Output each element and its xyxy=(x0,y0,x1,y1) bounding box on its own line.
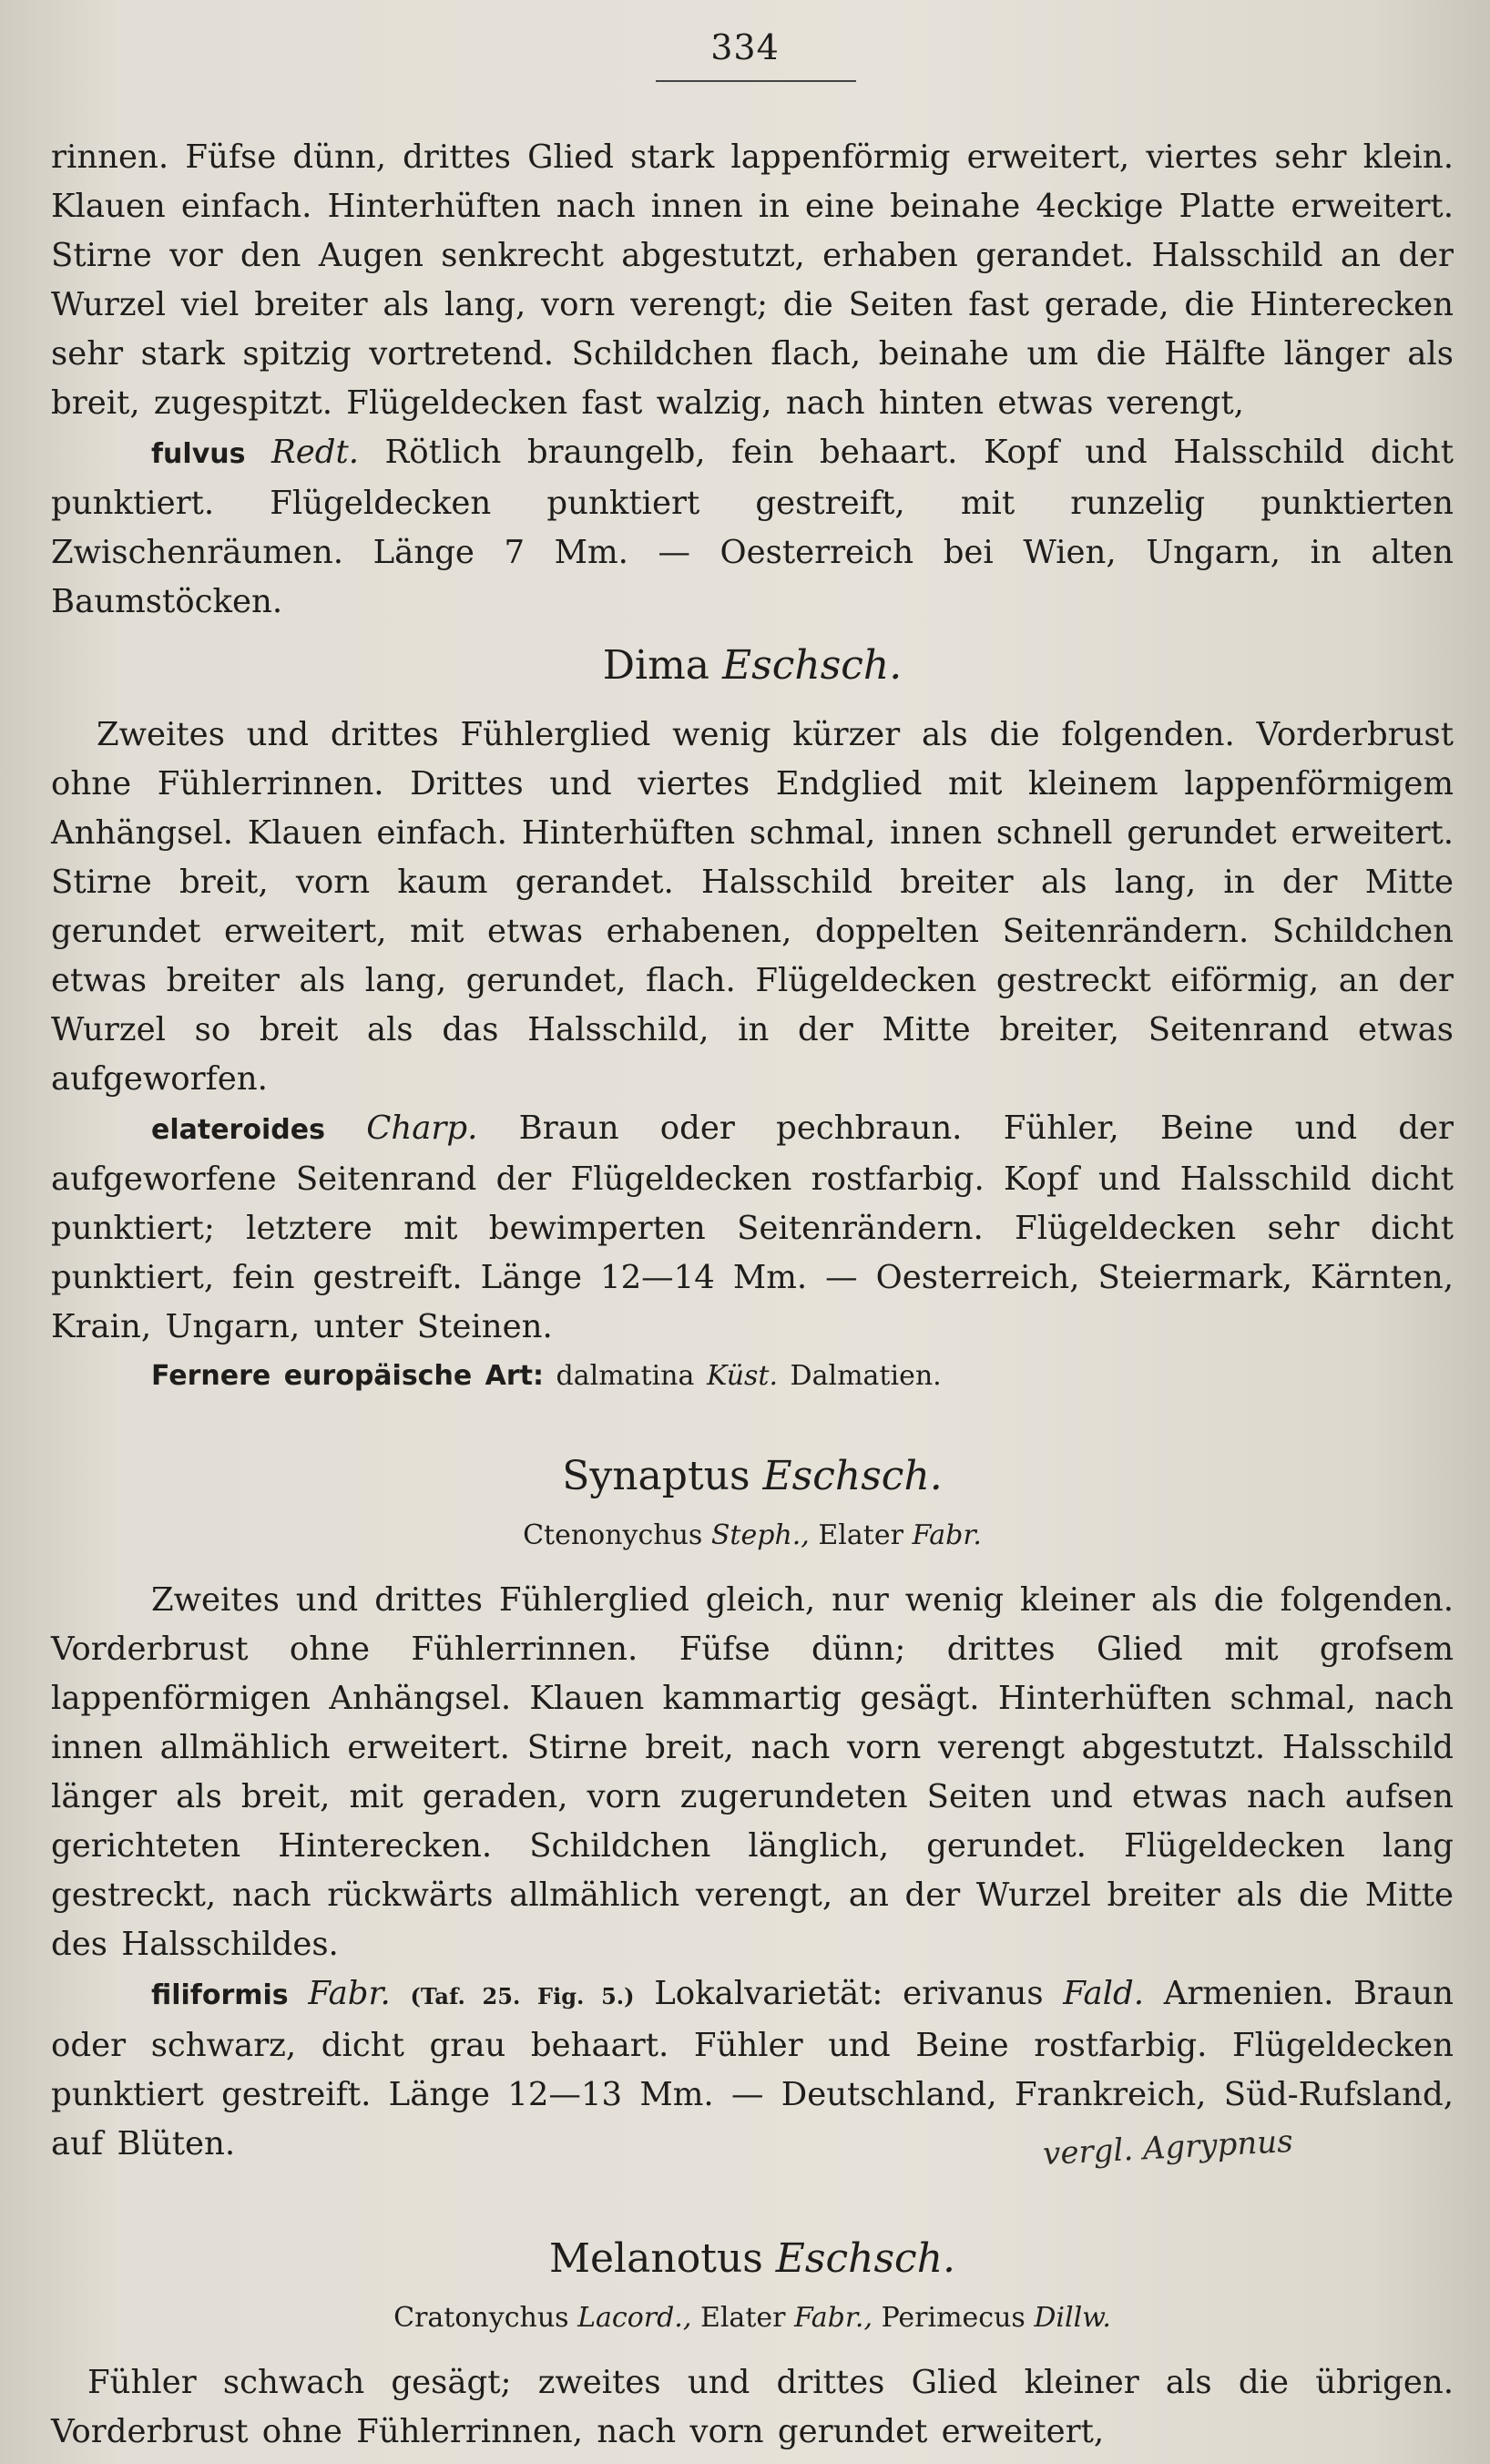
genus-author: Eschsch. xyxy=(775,2235,956,2282)
genus-description-synaptus: Zweites und drittes Fühlerglied gleich, nur wenig kleiner als die folgenden. Vorderbrust ohne Fühlerrinnen. Füfse dünn; drittes Glied mit grofsem lappenförmigen Anhängsel. Klauen kammartig gesägt. Hinterhüften schmal, nach innen allmählich erweitert. Stirne breit, nach vorn verengt abgestutzt. Halsschild länger als breit, mit geraden, vorn zugerundeten Seiten und etwas nach aufsen gerichteten Hinterecken. Schildchen länglich, gerundet. Flügeldecken lang gestreckt, nach rückwärts allmählich verengt, an der Wurzel breiter als die Mitte des Halsschildes. xyxy=(51,1581,1454,1963)
synonym-author: Lacord., xyxy=(577,2302,692,2334)
synonym-author: Steph., xyxy=(710,1519,810,1551)
page-body xyxy=(51,133,1454,2457)
species-elateroides xyxy=(51,1104,1454,1352)
species-fulvus xyxy=(51,428,1454,627)
species-author: Fabr. xyxy=(308,1975,391,2012)
synonym-name: Elater xyxy=(699,2302,786,2334)
page-number: 334 xyxy=(710,27,780,67)
plate-reference: (Taf. 25. Fig. 5.) xyxy=(410,1983,635,2009)
species-description: Braun oder pechbraun. Fühler, Beine und der aufgeworfene Seitenrand der Flügeldecken rostfarbig. Kopf und Halsschild dicht punktiert; letztere mit bewimperten Seitenrändern. Flügeldecken sehr dicht punktiert, fein gestreift. Länge 12—14 Mm. — Oesterreich, Steiermark, Kärnten, Krain, Ungarn, unter Steinen. xyxy=(51,1109,1454,1345)
genus-description-dima: Zweites und drittes Fühlerglied wenig kürzer als die folgenden. Vorderbrust ohne Fühlerrinnen. Drittes und viertes Endglied mit kleinem lappenförmigem Anhängsel. Klauen einfach. Hinterhüften schmal, innen schnell gerundet erweitert. Stirne breit, vorn kaum gerandet. Halsschild breiter als lang, in der Mitte gerundet erweitert, mit etwas erhabenen, doppelten Seitenrändern. Schildchen etwas breiter als lang, gerundet, flach. Flügeldecken gestreckt eiförmig, an der Wurzel so breit als das Halsschild, in der Mitte breiter, Seitenrand etwas aufgeworfen. xyxy=(51,716,1454,1098)
species-description: Rötlich braungelb, fein behaart. Kopf und Halsschild dicht punktiert. Flügeldecken punktiert gestreift, mit runzelig punktierten Zwischenräumen. Länge 7 Mm. — Oesterreich bei Wien, Ungarn, in alten Baumstöcken. xyxy=(51,434,1454,620)
genus-synonyms-melanotus xyxy=(51,2295,1454,2342)
species-author: Charp. xyxy=(366,1109,478,1147)
further-species-label: Fernere europäische Art: xyxy=(151,1360,544,1392)
species-name: elateroides xyxy=(151,1114,325,1146)
species-name: filiformis xyxy=(151,1979,289,2011)
synonym-author: Fabr., xyxy=(794,2302,873,2334)
handwritten-note: vergl. Agrypnus xyxy=(1042,2122,1294,2173)
genus-author: Eschsch. xyxy=(722,642,903,689)
further-species-line xyxy=(51,1352,1454,1401)
synonym-name: Perimecus xyxy=(881,2302,1026,2334)
further-species-locality: Dalmatien. xyxy=(790,1360,942,1392)
genus-synonyms-synaptus xyxy=(51,1512,1454,1559)
synonym-author: Dillw. xyxy=(1034,2302,1111,2334)
genus-heading-synaptus xyxy=(51,1445,1454,1508)
species-description: Braun oder schwarz, dicht grau behaart. Fühler und Beine rostfarbig. Flügeldecken punktiert gestreift. Länge 12—13 Mm. — Deutschland, Frankreich, Süd-Rufsland, auf Blüten. xyxy=(51,1975,1454,2162)
synonym-name: Elater xyxy=(818,1519,903,1551)
genus-description-melanotus: Fühler schwach gesägt; zweites und drittes Glied kleiner als die übrigen. Vorderbrust ohne Fühlerrinnen, nach vorn gerundet erweitert, xyxy=(51,2364,1454,2450)
synonym-name: Cratonychus xyxy=(393,2302,569,2334)
further-species-author: Küst. xyxy=(706,1360,778,1392)
genus-name: Melanotus xyxy=(548,2235,763,2282)
species-name: fulvus xyxy=(151,438,246,470)
local-variety-author: Fald. xyxy=(1063,1975,1145,2012)
further-species-name: dalmatina xyxy=(556,1360,695,1392)
genus-name: Synaptus xyxy=(562,1453,750,1499)
local-variety-locality: Armenien. xyxy=(1163,1975,1334,2012)
page-number-rule xyxy=(656,80,856,82)
synonym-name: Ctenonychus xyxy=(523,1519,703,1551)
genus-author: Eschsch. xyxy=(762,1453,943,1499)
synonym-author: Fabr. xyxy=(912,1519,982,1551)
local-variety: Lokalvarietät: erivanus xyxy=(654,1975,1044,2012)
genus-name: Dima xyxy=(602,642,710,689)
paragraph-continuation: rinnen. Füfse dünn, drittes Glied stark lappenförmig erweitert, viertes sehr klein. Klauen einfach. Hinterhüften nach innen in eine beinahe 4eckige Platte erweitert. Stirne vor den Augen senkrecht abgestutzt, erhaben gerandet. Halsschild an der Wurzel viel breiter als lang, vorn verengt; die Seiten fast gerade, die Hinterecken sehr stark spitzig vortretend. Schildchen flach, beinahe um die Hälfte länger als breit, zugespitzt. Flügeldecken fast walzig, nach hinten etwas verengt, xyxy=(51,138,1454,422)
species-author: Redt. xyxy=(271,434,360,471)
genus-heading-melanotus xyxy=(51,2227,1454,2291)
genus-heading-dima xyxy=(51,634,1454,698)
